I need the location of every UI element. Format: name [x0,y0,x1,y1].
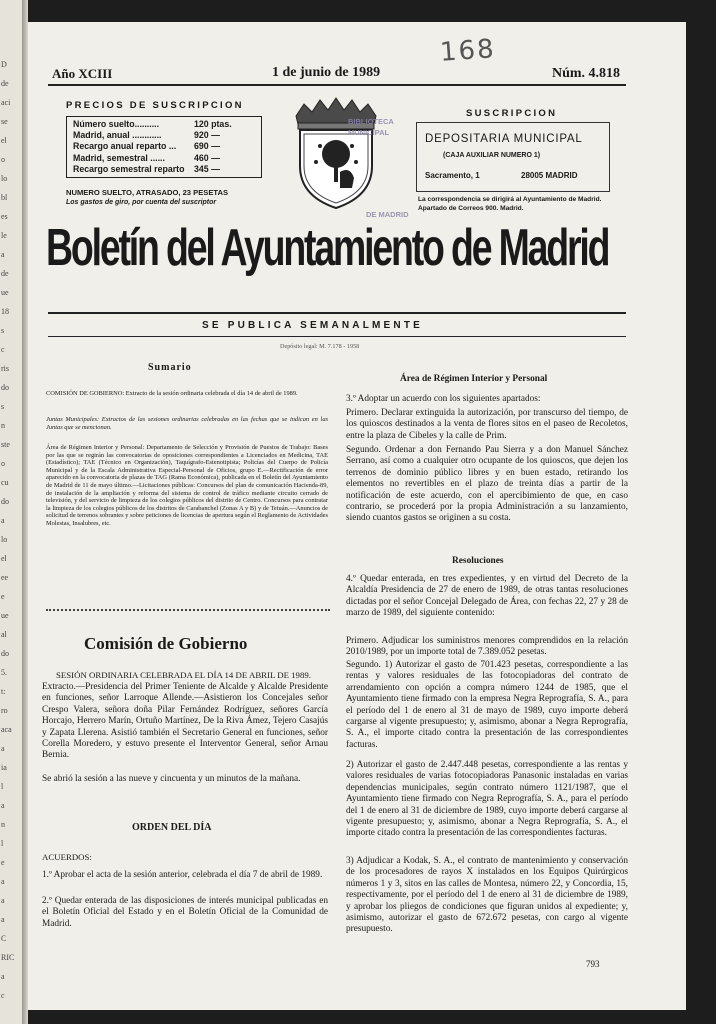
newspaper-page [28,22,686,1010]
resolution-2: 2) Autorizar el gasto de 2.447.448 pesetas, correspondiente a las rentas y valores residuales de varias fotocopiadoras Panasonic instaladas en varias dependencias municipales, según contrato número 1121/1987, que el Ayuntamiento tiene firmado con Negra Reprografía, S. A., para el período del 1 de enero al 31 de diciembre de 1989, cuyo importe deberá cargarse al vigente presupuesto; y, asimismo, abonar a Negra Reprografía, S. A., el importe citado contra la presentación de las correspondientes facturas. [346,760,628,839]
previous-page-fragment: es [1,212,8,221]
previous-page-fragment: s [1,326,5,335]
summary-entry: COMISIÓN DE GOBIERNO: Extracto de la sesión ordinaria celebrada el día 14 de abril de 1989. [46,390,298,397]
previous-page-fragment: ris [1,364,9,373]
area-title: Área de Régimen Interior y Personal [400,374,548,384]
previous-page-fragment: e [1,592,5,601]
summary-entry: Juntas Municipales: Extractos de las sesiones ordinarias celebradas en las fechas que se indican en las Juntas que se mencionan. [46,416,328,431]
previous-page-fragment: o [1,155,5,164]
previous-page-fragment: al [1,630,7,639]
agenda-item-1: 1.º Aprobar el acta de la sesión anterior, celebrada el día 7 de abril de 1989. [42,870,323,880]
subscription-title: SUSCRIPCION [466,108,558,119]
previous-page-fragment: de [1,79,9,88]
library-stamp-city: DE MADRID [366,210,409,219]
issue-year: Año XCIII [52,66,113,81]
previous-page-fragment: ue [1,288,9,297]
comision-body: Extracto.—Presidencia del Primer Teniente de Alcalde y Alcalde Presidente en funciones, señor Larroque Allende.—Asistieron los Concejales señor Crespo Valera, señora doña Pilar Fernández Rodríguez, señores García Horcajo, Herrero Marín, Ortuño Martínez, De la Riva Ámez, Tejero Casajús y Zapata Llerena. Asistió también el Secretario General en funciones, señor Corella Moredero, y estuvo presente el Interventor General, señor Arnau Bernia. [42,682,328,761]
previous-page-fragment: l [1,839,4,848]
resoluciones-title: Resoluciones [452,556,504,566]
subscription-note: La correspondencia se dirigirá al Ayuntamiento de Madrid. Apartado de Correos 900. Madrid. [418,196,602,212]
previous-page-fragment: 5. [1,668,7,677]
previous-page-fragment: a [1,877,5,886]
previous-page-fragment: a [1,250,5,259]
resolution-segundo: Segundo. 1) Autorizar el gasto de 701.423 pesetas, correspondiente a las rentas y valores residuales de las fotocopiadoras del contrato de arrendamiento con opción a compra número 1244 de 1985, que el Ayuntamiento tiene firmado con la empresa Negra Reprografía, S. A., para el período del 1 de enero al 31 de mayo de 1989, cuyo importe deberá cargarse al vigente presupuesto; y, asimismo, abonar a Negra Reprografía, S. A., el importe citado contra la presentación de las correspondientes facturas. [346,660,628,750]
previous-page-fragment: 18 [1,307,9,316]
previous-page-fragment: lo [1,535,8,544]
previous-page-fragment: le [1,231,7,240]
legal-deposit: Depósito legal: M. 7.178 - 1958 [280,343,360,350]
previous-page-fragment: ue [1,611,9,620]
summary-title: Sumario [148,362,192,373]
item3-primero: Primero. Declarar extinguida la autorización, por transcurso del tiempo, de los quioscos destinados a la venta de flores sitos en el paseo de Recoletos, entre la plaza de Cibeles y la calle de Prim. [346,408,628,441]
agenda-item-2: 2.º Quedar enterada de las disposiciones de interés municipal publicadas en el Boletín Oficial del Estado y en el Boletín Oficial de la Comunidad de Madrid. [42,896,328,929]
previous-page-fragment: cu [1,478,9,487]
previous-page-fragment: a [1,744,5,753]
comision-title: Comisión de Gobierno [84,634,248,653]
previous-page-fragment: ro [1,706,8,715]
previous-page-fragment: se [1,117,8,126]
previous-page-fragment: l [1,782,4,791]
resolution-primero: Primero. Adjudicar los suministros menores comprendidos en la relación 2010/1989, por un importe total de 7.389.052 pesetas. [346,636,628,658]
subscription-line-1: DEPOSITARIA MUNICIPAL [425,133,583,145]
price-row: Recargo semestral reparto 345 — [73,163,220,174]
agenda-item-3: 3.º Adoptar un acuerdo con los siguientes apartados: [346,394,541,404]
order-title: ORDEN DEL DÍA [132,822,212,833]
previous-page-fragment: ste [1,440,10,449]
price-row: Recargo anual reparto ... 690 — [73,141,220,152]
previous-page-fragment: de [1,269,9,278]
previous-page-fragment: aci [1,98,11,107]
library-stamp: BIBLIOTECA MUNICIPAL [348,117,394,137]
previous-page-fragment: ia [1,763,7,772]
previous-page-fragment: D [1,60,7,69]
previous-page-fragment: a [1,516,5,525]
previous-page-fragment: ee [1,573,9,582]
comision-session: SESIÓN ORDINARIA CELEBRADA EL DÍA 14 DE ABRIL DE 1989. [56,670,311,680]
handwritten-number: 168 [439,34,497,68]
previous-page-fragment: c [1,991,5,1000]
agenda-item-4: 4.º Quedar enterada, en tres expedientes, y en virtud del Decreto de la Alcaldía Presidencia de 27 de enero de 1989, de otras tantas resoluciones dictadas por el señor Concejal Delegado de Área, con fechas 22, 27 y 28 de marzo de 1989, del siguiente contenido: [346,574,628,619]
price-row: Madrid, anual ............ 920 — [73,130,220,141]
previous-page-fragment: aca [1,725,12,734]
subscription-postal: 28005 MADRID [521,171,578,180]
masthead-rule-bottom [48,336,626,337]
previous-page-fragment: a [1,801,5,810]
masthead-title: Boletín del Ayuntamiento de Madrid [46,219,609,277]
previous-page-fragment: a [1,896,5,905]
previous-page-fragment: do [1,497,9,506]
subscription-box [416,122,610,192]
previous-page-fragment: do [1,383,9,392]
subscription-address: Sacramento, 1 [425,171,480,180]
previous-page-fragment: n [1,421,5,430]
prices-box [66,116,262,178]
previous-page-fragment: RIC [1,953,15,962]
prices-note-2: Los gastos de giro, por cuenta del suscriptor [66,199,217,206]
previous-page-fragment: n [1,820,5,829]
previous-page-fragment: a [1,915,5,924]
header-rule [48,84,626,86]
previous-page-fragment: c [1,345,5,354]
previous-page-fragment: o [1,459,5,468]
issue-number: Núm. 4.818 [552,66,621,81]
previous-page-fragment: bl [1,193,8,202]
previous-page-fragment: t: [1,687,6,696]
agreements-label: ACUERDOS: [42,852,92,862]
previous-page-fragment: C [1,934,7,943]
issue-date: 1 de junio de 1989 [272,65,381,80]
resolution-3: 3) Adjudicar a Kodak, S. A., el contrato de mantenimiento y conservación de los procesadores de rayos X instalados en los Equipos Quirúrgicos números 1 y 3, sitos en las calles de Montesa, número 22, y Concordia, 15, respectivamente, por el período del 1 de enero al 31 de diciembre de 1989, y aprobar los pliegos de condiciones que figuran unidos al expediente; y, asimismo, autorizar el gasto de 672.672 pesetas, con cargo al vigente presupuesto. [346,856,628,935]
madrid-coat-of-arms-icon [290,94,382,212]
price-row: Madrid, semestral ...... 460 — [73,152,220,163]
comision-opening: Se abrió la sesión a las nueve y cincuenta y un minutos de la mañana. [42,774,301,784]
previous-page-fragment: s [1,402,5,411]
section-divider [46,609,330,611]
page-number: 793 [586,959,600,969]
previous-page-fragment: el [1,136,7,145]
masthead-subtitle: SE PUBLICA SEMANALMENTE [202,320,424,331]
masthead-rule-top [48,312,626,314]
item3-segundo: Segundo. Ordenar a don Fernando Pau Sierra y a don Manuel Sánchez Serrano, así como a cualquier otro ocupante de los quioscos, que dejen los terrenos de dominio público libres y en buen estado, retirando los elementos no revertibles en el plazo de treinta días a partir de la notificación de este acuerdo, con el apercibimiento de que, en caso contrario, se procederá por la propia Administración a su lanzamiento, siendo cuantos gastos se originen a su costa. [346,445,628,524]
previous-page-fragment: e [1,858,5,867]
subscription-line-2: (CAJA AUXILIAR NUMERO 1) [443,152,541,159]
previous-page-edge [0,0,22,1024]
summary-entry: Área de Régimen Interior y Personal: Departamento de Selección y Provisión de Puestos de Trabajo: Bases por las que se regirán las convocatorias de oposiciones correspondientes a Licenciados en Medicina, TAE (Estadístico); TAE (Técnico en Organización), Taquígrafo-Estenotipista; Policías del Cuerpo de Policía Municipal y de la Escala Administrativa Especial-Personal de Oficios, grupo E.—Rectificación de error aparecido en la convocatoria de plazas de TAG (Rama Económica), publicada en el Boletín del Ayuntamiento de Madrid de 11 de mayo último.—Licitaciones públicas: Concursos del plan de comunicación Hacienda-89, de instalación de la ampliación y reforma del sistema de control de tráfico mediante circuito cerrado de televisión, y del servicio de limpieza de los colegios públicos del distrito de Centro. Concursos para contratar la limpieza de los colegios públicos de los distritos de Carabanchel (Zonas A y B) y de Tetuán.—Anuncios de solicitud de terrenos sobrantes y sobre peticiones de licencias de apertura según el Reglamento de Actividades Molestas, Insalubres, etc. [46,444,328,527]
price-row: Número suelto.......... 120 ptas. [73,119,232,129]
previous-page-fragment: lo [1,174,8,183]
prices-title: PRECIOS DE SUSCRIPCION [66,100,244,111]
previous-page-fragment: do [1,649,9,658]
prices-note-1: NUMERO SUELTO, ATRASADO, 23 PESETAS [66,188,229,197]
previous-page-fragment: a [1,972,5,981]
previous-page-fragment: el [1,554,7,563]
